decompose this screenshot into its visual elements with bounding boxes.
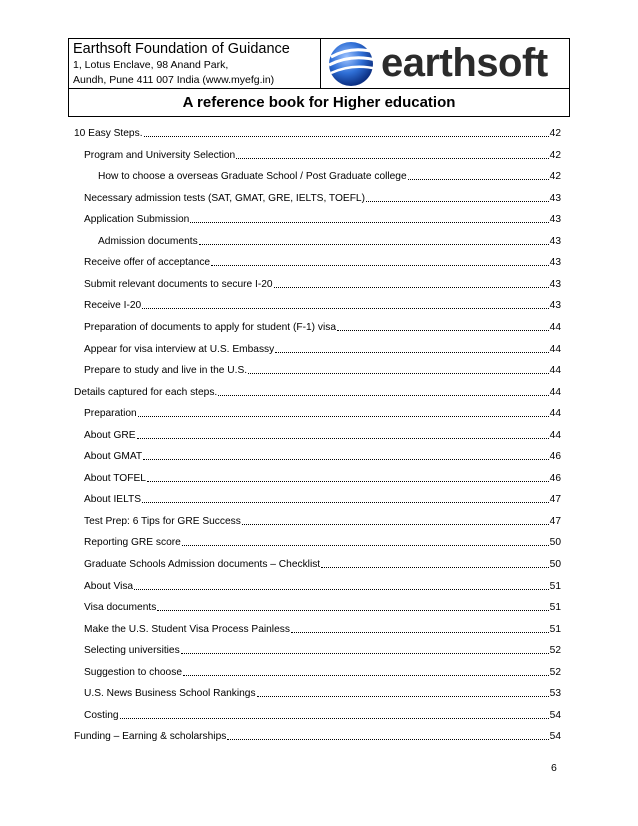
toc-dot-leader xyxy=(138,416,549,417)
toc-entry-title: About IELTS xyxy=(84,494,142,506)
toc-entry-title: Admission documents xyxy=(98,235,198,247)
toc-entry-title: How to choose a overseas Graduate School / Post Graduate college xyxy=(98,171,407,183)
toc-entry[interactable] xyxy=(74,577,561,593)
toc-entry-title: Visa documents xyxy=(84,602,157,614)
toc-dot-leader xyxy=(275,352,548,353)
toc-entry-page: 42 xyxy=(549,128,561,139)
toc-dot-leader xyxy=(137,438,549,439)
toc-entry-title: 10 Easy Steps. xyxy=(74,128,143,139)
toc-entry-title: Selecting universities xyxy=(84,645,180,657)
toc-dot-leader xyxy=(366,201,549,202)
toc-entry-title: About Visa xyxy=(84,580,134,592)
toc-dot-leader xyxy=(242,524,549,525)
toc-entry-page: 51 xyxy=(549,580,561,592)
toc-dot-leader xyxy=(257,696,549,697)
toc-entry-title: Funding – Earning & scholarships xyxy=(74,731,227,743)
toc-entry[interactable] xyxy=(74,620,561,636)
toc-entry-page: 43 xyxy=(549,257,561,269)
toc-entry[interactable] xyxy=(74,512,561,528)
toc-entry[interactable] xyxy=(74,232,561,248)
toc-dot-leader xyxy=(248,373,549,374)
toc-entry-title: Preparation of documents to apply for student (F-1) visa xyxy=(84,321,336,333)
toc-entry-title: Necessary admission tests (SAT, GMAT, GRE, IELTS, TOEFL) xyxy=(84,192,365,204)
toc-dot-leader xyxy=(218,395,548,396)
toc-dot-leader xyxy=(144,136,549,137)
toc-entry[interactable] xyxy=(74,383,561,399)
toc-dot-leader xyxy=(199,244,549,245)
toc-dot-leader xyxy=(190,222,548,223)
toc-dot-leader xyxy=(236,158,548,159)
toc-entry-page: 43 xyxy=(549,214,561,226)
toc-entry-page: 44 xyxy=(549,321,561,333)
toc-entry-page: 44 xyxy=(549,343,561,355)
toc-dot-leader xyxy=(157,610,548,611)
toc-entry-page: 46 xyxy=(549,451,561,463)
toc-entry[interactable] xyxy=(74,727,561,743)
toc-entry-title: Graduate Schools Admission documents – Checklist xyxy=(84,559,321,570)
toc-dot-leader xyxy=(291,632,549,633)
toc-dot-leader xyxy=(274,287,549,288)
toc-entry-title: Receive I-20 xyxy=(84,300,142,312)
earthsoft-globe-icon xyxy=(323,39,383,88)
toc-dot-leader xyxy=(408,179,549,180)
toc-entry-page: 44 xyxy=(549,408,561,420)
toc-entry[interactable] xyxy=(74,275,561,291)
toc-entry[interactable] xyxy=(74,663,561,679)
earthsoft-logo xyxy=(321,39,569,88)
page-number: 6 xyxy=(551,762,557,774)
toc-entry-page: 43 xyxy=(549,192,561,204)
toc-entry-page: 44 xyxy=(549,429,561,441)
toc-dot-leader xyxy=(337,330,549,331)
toc-dot-leader xyxy=(142,502,549,503)
toc-dot-leader xyxy=(143,459,549,460)
toc-entry-page: 43 xyxy=(549,278,561,290)
organization-block xyxy=(69,39,321,88)
toc-entry[interactable] xyxy=(74,296,561,312)
toc-entry[interactable] xyxy=(74,598,561,614)
toc-entry-page: 43 xyxy=(549,300,561,312)
toc-entry-title: Costing xyxy=(84,709,119,721)
toc-entry-page: 47 xyxy=(549,515,561,527)
toc-entry[interactable] xyxy=(74,404,561,420)
toc-dot-leader xyxy=(227,739,548,740)
toc-entry-title: Program and University Selection xyxy=(84,149,236,161)
toc-entry[interactable] xyxy=(74,469,561,485)
toc-dot-leader xyxy=(182,545,549,546)
toc-entry-title: Reporting GRE score xyxy=(84,537,181,549)
toc-entry[interactable] xyxy=(74,361,561,377)
toc-entry-page: 53 xyxy=(549,688,561,700)
organization-name: Earthsoft Foundation of Guidance xyxy=(73,41,290,57)
toc-entry-title: Submit relevant documents to secure I-20 xyxy=(84,278,273,290)
toc-entry-title: Details captured for each steps. xyxy=(74,386,218,398)
toc-entry-page: 43 xyxy=(549,235,561,247)
address-line-1: 1, Lotus Enclave, 98 Anand Park, xyxy=(73,59,229,71)
toc-entry-page: 54 xyxy=(549,709,561,721)
toc-dot-leader xyxy=(183,675,549,676)
toc-entry-title: Appear for visa interview at U.S. Embassy xyxy=(84,343,275,355)
toc-entry[interactable] xyxy=(74,426,561,442)
toc-entry-page: 47 xyxy=(549,494,561,506)
toc-entry-title: Test Prep: 6 Tips for GRE Success xyxy=(84,515,241,527)
toc-entry-page: 42 xyxy=(549,171,561,183)
toc-entry[interactable] xyxy=(74,706,561,722)
toc-entry[interactable] xyxy=(74,318,561,334)
toc-entry-title: Prepare to study and live in the U.S. xyxy=(84,365,248,377)
toc-entry-title: About GMAT xyxy=(84,451,143,463)
document-header xyxy=(68,38,570,117)
document-subtitle: A reference book for Higher education xyxy=(182,94,456,111)
toc-entry[interactable] xyxy=(74,641,561,657)
header-top-row xyxy=(69,39,569,89)
toc-entry-page: 44 xyxy=(549,386,561,398)
logo-wordmark: earthsoft xyxy=(381,41,548,85)
toc-entry[interactable] xyxy=(74,146,561,162)
toc-entry-title: Application Submission xyxy=(84,214,190,226)
toc-entry-title: Make the U.S. Student Visa Process Painless xyxy=(84,623,290,635)
toc-entry-page: 42 xyxy=(549,149,561,161)
toc-entry[interactable] xyxy=(74,189,561,205)
toc-entry-title: Preparation xyxy=(84,408,137,420)
toc-entry-page: 52 xyxy=(549,666,561,678)
toc-entry[interactable] xyxy=(74,340,561,356)
toc-entry[interactable] xyxy=(74,684,561,700)
toc-entry[interactable] xyxy=(74,124,561,140)
toc-entry-page: 46 xyxy=(549,472,561,484)
toc-dot-leader xyxy=(120,718,549,719)
toc-entry-title: About TOFEL xyxy=(84,472,146,484)
toc-entry-page: 50 xyxy=(549,559,561,570)
toc-entry-page: 44 xyxy=(549,365,561,377)
toc-dot-leader xyxy=(147,481,549,482)
toc-entry[interactable] xyxy=(74,447,561,463)
toc-entry[interactable] xyxy=(74,490,561,506)
toc-entry-page: 51 xyxy=(549,602,561,614)
toc-entry-page: 52 xyxy=(549,645,561,657)
toc-entry-title: Suggestion to choose xyxy=(84,666,182,678)
toc-dot-leader xyxy=(181,653,549,654)
toc-entry[interactable] xyxy=(74,210,561,226)
toc-entry-title: About GRE xyxy=(84,429,136,441)
toc-dot-leader xyxy=(321,567,549,568)
toc-entry-page: 54 xyxy=(549,731,561,743)
toc-entry-title: U.S. News Business School Rankings xyxy=(84,688,256,700)
toc-dot-leader xyxy=(142,308,548,309)
toc-dot-leader xyxy=(134,589,549,590)
toc-entry-page: 51 xyxy=(549,623,561,635)
toc-entry[interactable] xyxy=(74,253,561,269)
toc-entry-title: Receive offer of acceptance xyxy=(84,257,211,269)
toc-dot-leader xyxy=(211,265,549,266)
toc-entry[interactable] xyxy=(74,533,561,549)
toc-entry-page: 50 xyxy=(549,537,561,549)
toc-entry[interactable] xyxy=(74,555,561,571)
address-line-2: Aundh, Pune 411 007 India (www.myefg.in) xyxy=(73,74,275,86)
toc-entry[interactable] xyxy=(74,167,561,183)
